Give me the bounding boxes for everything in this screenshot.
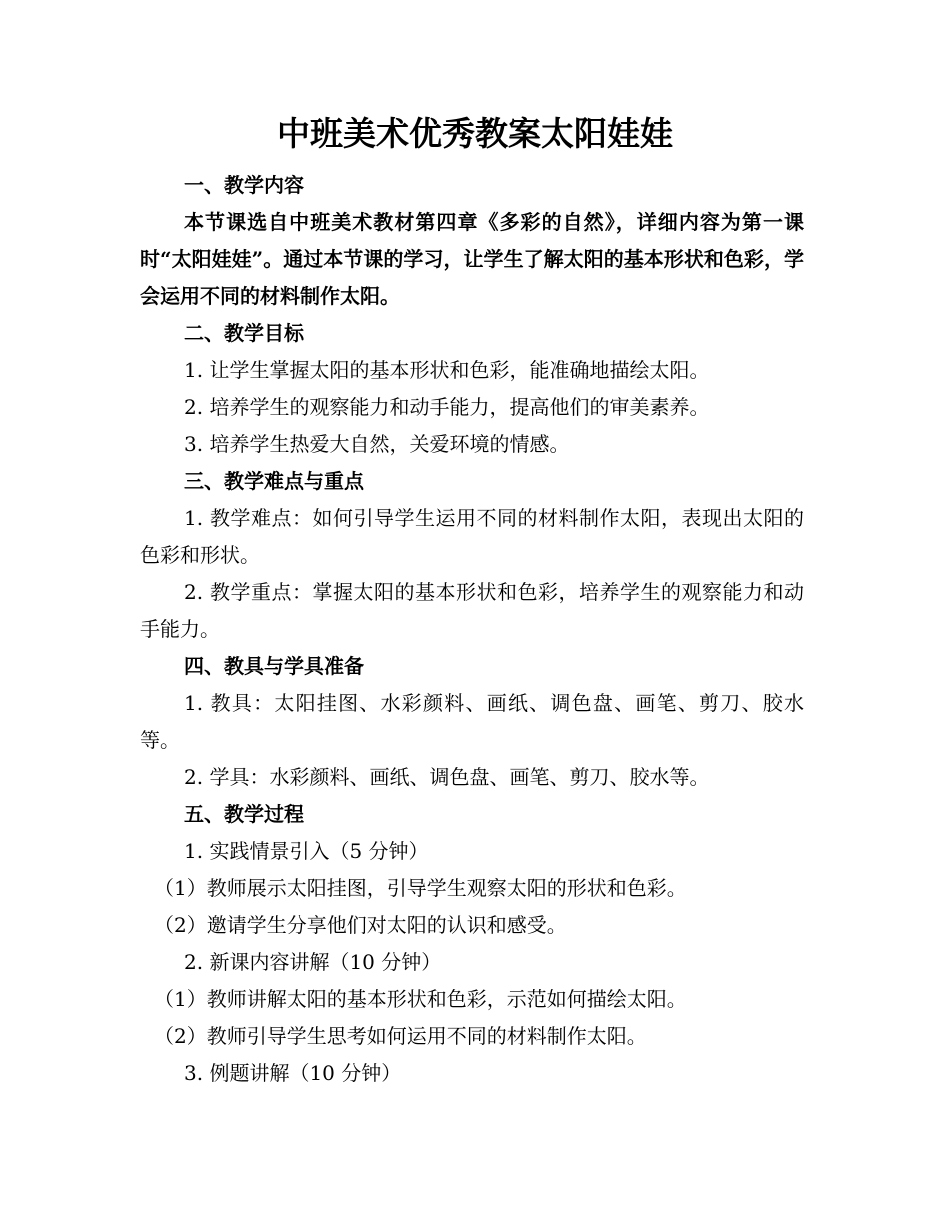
teaching-content-paragraph: 本节课选自中班美术教材第四章《多彩的自然》，详细内容为第一课时“太阳娃娃”。通过本节课的学习，让学生了解太阳的基本形状和色彩，学会运用不同的材料制作太阳。 xyxy=(140,210,804,308)
learning-aids-item: 2. 学具：水彩颜料、画纸、调色盘、画笔、剪刀、胶水等。 xyxy=(184,765,710,789)
document-title: 中班美术优秀教案太阳娃娃 xyxy=(277,114,673,153)
process-step: 1. 实践情景引入（5 分钟） xyxy=(184,839,429,863)
section-heading-difficulties: 三、教学难点与重点 xyxy=(184,469,364,493)
document-body xyxy=(140,167,804,1092)
process-substep: （1）教师展示太阳挂图，引导学生观察太阳的形状和色彩。 xyxy=(154,876,687,900)
key-point-item: 2. 教学重点：掌握太阳的基本形状和色彩，培养学生的观察能力和动手能力。 xyxy=(140,580,804,641)
section-heading-teaching-content: 一、教学内容 xyxy=(184,173,304,197)
teaching-aids-item: 1. 教具：太阳挂图、水彩颜料、画纸、调色盘、画笔、剪刀、胶水等。 xyxy=(140,691,804,752)
goal-item: 3. 培养学生热爱大自然，关爱环境的情感。 xyxy=(184,432,570,456)
difficulty-item: 1. 教学难点：如何引导学生运用不同的材料制作太阳，表现出太阳的色彩和形状。 xyxy=(140,506,804,567)
process-substep: （2）教师引导学生思考如何运用不同的材料制作太阳。 xyxy=(154,1024,647,1048)
goal-item: 1. 让学生掌握太阳的基本形状和色彩，能准确地描绘太阳。 xyxy=(184,358,710,382)
process-substep: （1）教师讲解太阳的基本形状和色彩，示范如何描绘太阳。 xyxy=(154,987,687,1011)
process-substep: （2）邀请学生分享他们对太阳的认识和感受。 xyxy=(154,913,567,937)
section-heading-teaching-goals: 二、教学目标 xyxy=(184,321,304,345)
process-step: 3. 例题讲解（10 分钟） xyxy=(184,1061,402,1085)
section-heading-materials: 四、教具与学具准备 xyxy=(184,654,364,678)
section-heading-process: 五、教学过程 xyxy=(184,802,304,826)
goal-item: 2. 培养学生的观察能力和动手能力，提高他们的审美素养。 xyxy=(184,395,710,419)
process-step: 2. 新课内容讲解（10 分钟） xyxy=(184,950,442,974)
